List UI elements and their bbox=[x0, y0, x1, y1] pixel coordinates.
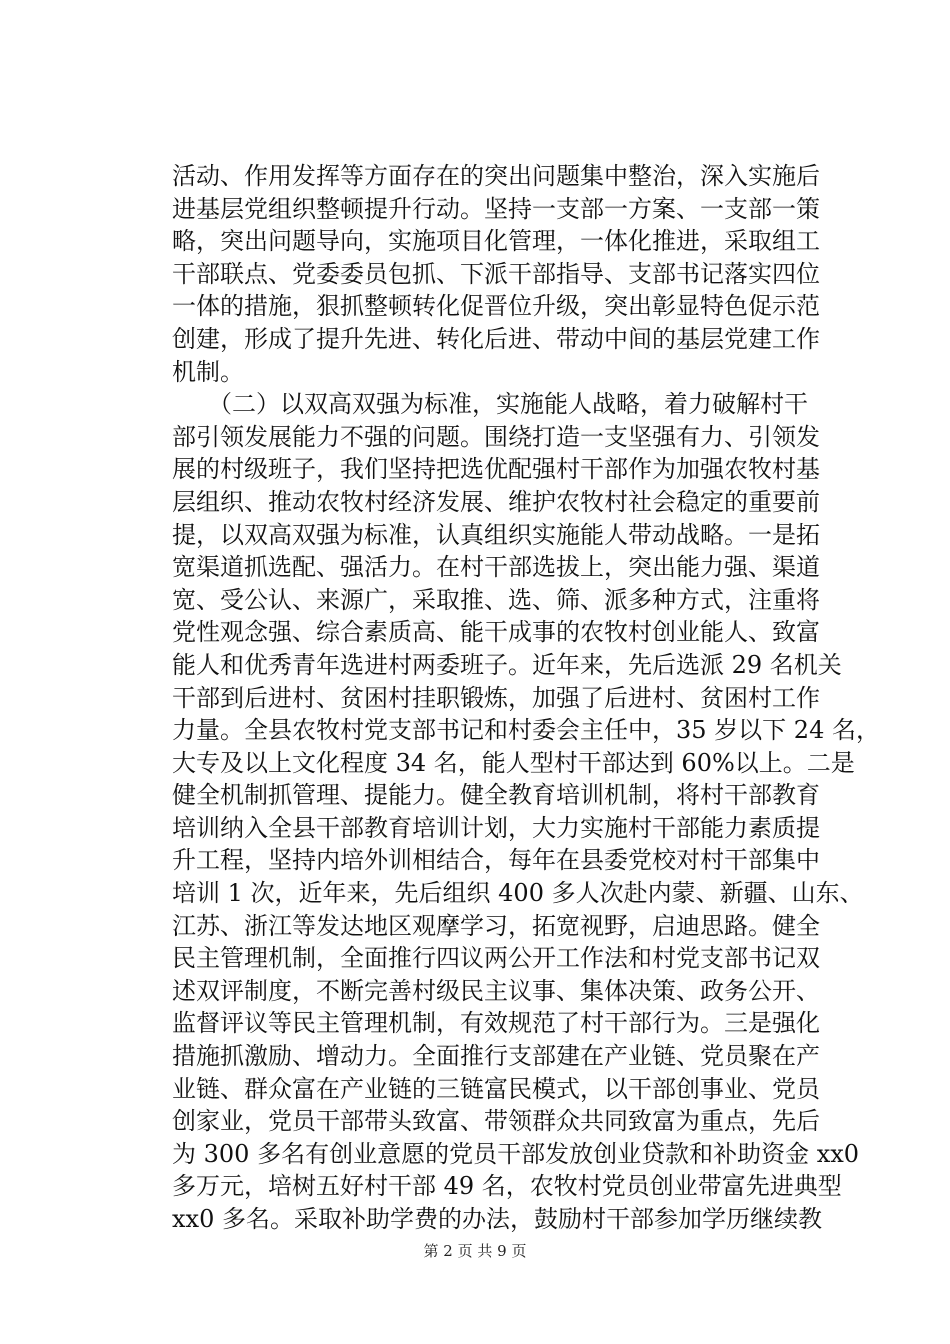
text-line: 措施抓激励、增动力。全面推行支部建在产业链、党员聚在产 bbox=[172, 1042, 820, 1071]
text-line: 升工程，坚持内培外训相结合，每年在县委党校对村干部集中 bbox=[172, 846, 820, 875]
text-line: 大专及以上文化程度 34 名，能人型村干部达到 60%以上。二是 bbox=[172, 748, 855, 777]
text-line: 培训 1 次，近年来，先后组织 400 多人次赴内蒙、新疆、山东、 bbox=[172, 879, 864, 908]
text-line: 一体的措施，狠抓整顿转化促晋位升级，突出彰显特色促示范 bbox=[172, 292, 820, 321]
text-line: 略，突出问题导向，实施项目化管理，一体化推进，采取组工 bbox=[172, 227, 820, 256]
text-line: 监督评议等民主管理机制，有效规范了村干部行为。三是强化 bbox=[172, 1009, 820, 1038]
paragraph-2 bbox=[172, 388, 880, 1235]
text-line: 进基层党组织整顿提升行动。坚持一支部一方案、一支部一策 bbox=[172, 194, 820, 223]
text-line: 力量。全县农牧村党支部书记和村委会主任中，35 岁以下 24 名， bbox=[172, 716, 880, 745]
page-footer bbox=[0, 1241, 950, 1261]
text-line: 述双评制度，不断完善村级民主议事、集体决策、政务公开、 bbox=[172, 976, 820, 1005]
text-line: 培训纳入全县干部教育培训计划，大力实施村干部能力素质提 bbox=[172, 813, 820, 842]
text-line: xx0 多名。采取补助学费的办法，鼓励村干部参加学历继续教 bbox=[172, 1205, 822, 1233]
text-line: 江苏、浙江等发达地区观摩学习，拓宽视野，启迪思路。健全 bbox=[172, 911, 820, 940]
text-line: 民主管理机制，全面推行四议两公开工作法和村党支部书记双 bbox=[172, 944, 820, 973]
paragraph-1 bbox=[172, 160, 820, 388]
text-line: 机制。 bbox=[172, 357, 244, 386]
text-line: 干部联点、党委委员包抓、下派干部指导、支部书记落实四位 bbox=[172, 259, 820, 288]
body-text bbox=[172, 160, 880, 1236]
text-line: 健全机制抓管理、提能力。健全教育培训机制，将村干部教育 bbox=[172, 781, 820, 810]
text-line: 活动、作用发挥等方面存在的突出问题集中整治，深入实施后 bbox=[172, 162, 820, 190]
text-line: 能人和优秀青年选进村两委班子。近年来，先后选派 29 名机关 bbox=[172, 650, 842, 679]
text-line: （二）以双高双强为标准，实施能人战略，着力破解村干 bbox=[172, 390, 808, 419]
text-line: 多万元，培树五好村干部 49 名，农牧村党员创业带富先进典型 bbox=[172, 1172, 842, 1201]
text-line: 为 300 多名有创业意愿的党员干部发放创业贷款和补助资金 xx0 bbox=[172, 1139, 860, 1168]
text-line: 展的村级班子，我们坚持把选优配强村干部作为加强农牧村基 bbox=[172, 455, 820, 484]
text-line: 创建，形成了提升先进、转化后进、带动中间的基层党建工作 bbox=[172, 324, 820, 353]
text-line: 干部到后进村、贫困村挂职锻炼，加强了后进村、贫困村工作 bbox=[172, 683, 820, 712]
text-line: 党性观念强、综合素质高、能干成事的农牧村创业能人、致富 bbox=[172, 618, 820, 647]
text-line: 宽、受公认、来源广，采取推、选、筛、派多种方式，注重将 bbox=[172, 585, 820, 614]
text-line: 层组织、推动农牧村经济发展、维护农牧村社会稳定的重要前 bbox=[172, 487, 820, 516]
text-line: 宽渠道抓选配、强活力。在村干部选拔上，突出能力强、渠道 bbox=[172, 553, 820, 582]
text-line: 部引领发展能力不强的问题。围绕打造一支坚强有力、引领发 bbox=[172, 422, 820, 451]
text-line: 提，以双高双强为标准，认真组织实施能人带动战略。一是拓 bbox=[172, 520, 820, 549]
page-number-label: 第 2 页 共 9 页 bbox=[423, 1242, 527, 1260]
text-line: 创家业，党员干部带头致富、带领群众共同致富为重点，先后 bbox=[172, 1107, 820, 1136]
text-line: 业链、群众富在产业链的三链富民模式，以干部创事业、党员 bbox=[172, 1074, 820, 1103]
